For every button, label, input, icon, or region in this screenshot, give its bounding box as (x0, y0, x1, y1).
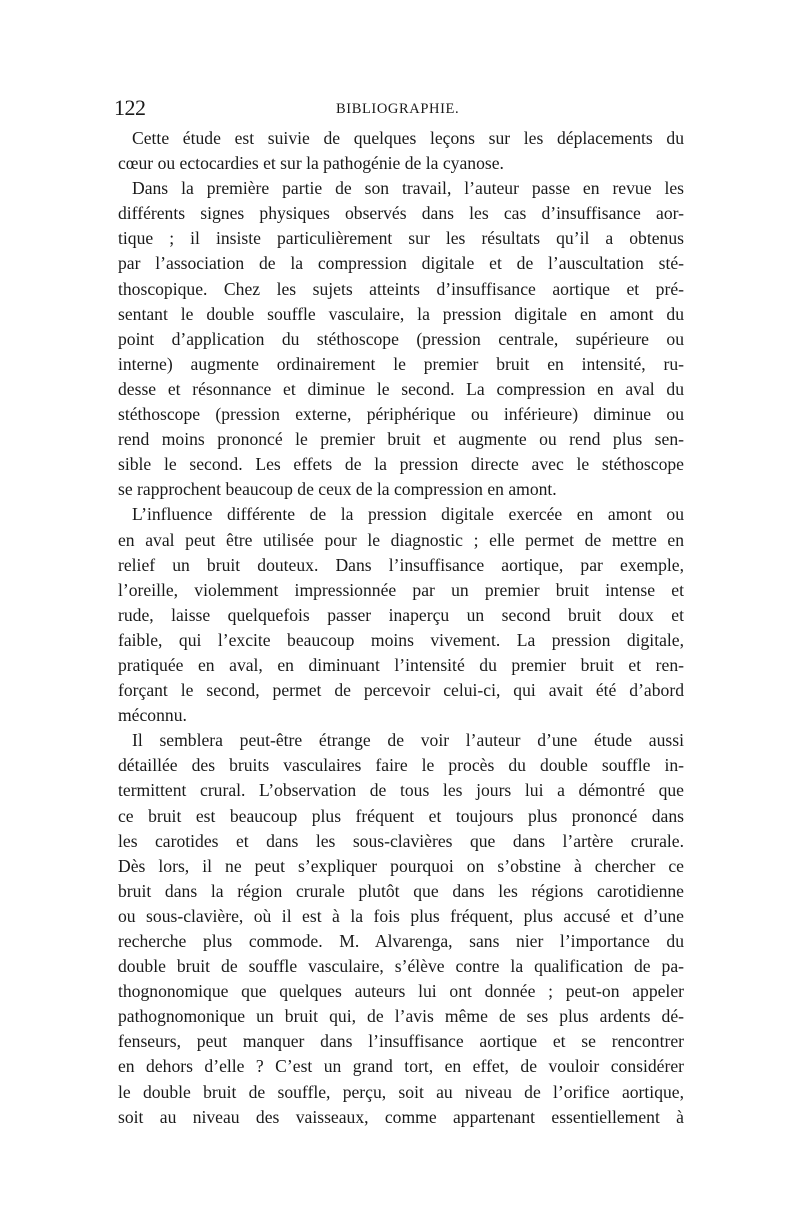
text-line: Dès lors, il ne peut s’expliquer pourquoi on s’obstine à chercher ce (118, 855, 684, 876)
paragraph (118, 176, 684, 502)
text-line: Cette étude est suivie de quelques leçons sur les déplacements du (132, 128, 684, 148)
text-line: desse et résonnance et diminue le second. La compression en aval du (118, 378, 684, 399)
text-line: ou sous-clavière, où il est à la fois plus fréquent, plus accusé et d’une (118, 905, 684, 926)
text-line: point d’application du stéthoscope (pression centrale, supérieure ou (118, 328, 684, 349)
text-line: Dans la première partie de son travail, l’auteur passe en revue les (132, 178, 684, 199)
text-line: recherche plus commode. M. Alvarenga, sans nier l’importance du (118, 931, 684, 951)
text-line: fenseurs, peut manquer dans l’insuffisance aortique et se rencontrer (118, 1031, 684, 1052)
text-line: les carotides et dans les sous-clavières que dans l’artère crurale. (118, 830, 684, 851)
text-line: pratiquée en aval, en diminuant l’intensité du premier bruit et ren- (118, 654, 684, 675)
text-line: par l’association de la compression digitale et de l’auscultation sté- (118, 253, 684, 274)
text-line: faible, qui l’excite beaucoup moins vivement. La pression digitale, (118, 629, 684, 650)
text-line: détaillée des bruits vasculaires faire le procès du double souffle in- (118, 755, 684, 776)
text-line: sible le second. Les effets de la pression directe avec le stéthoscope (118, 454, 684, 475)
text-line: rend moins prononcé le premier bruit et augmente ou rend plus sen- (118, 429, 684, 450)
text-line: tique ; il insiste particulièrement sur les résultats qu’il a obtenus (118, 228, 684, 249)
text-line: en aval peut être utilisée pour le diagnostic ; elle permet de mettre en (118, 529, 684, 550)
paragraph (118, 502, 684, 728)
text-line: cœur ou ectocardies et sur la pathogénie de la cyanose. (118, 153, 504, 174)
text-line: relief un bruit douteux. Dans l’insuffisance aortique, par exemple, (118, 554, 684, 575)
text-line: double bruit de souffle vasculaire, s’élève contre la qualification de pa- (118, 956, 684, 977)
text-line: L’influence différente de la pression digitale exercée en amont ou (132, 504, 684, 525)
body-text (118, 126, 684, 1130)
text-line: stéthoscope (pression externe, périphérique ou inférieure) diminue ou (118, 404, 684, 425)
paragraph (118, 728, 684, 1130)
text-line: l’oreille, violemment impressionnée par un premier bruit intense et (118, 579, 684, 600)
page-number: 122 (114, 95, 146, 120)
running-header (114, 96, 686, 120)
text-line: le double bruit de souffle, perçu, soit au niveau de l’orifice aortique, (118, 1081, 684, 1102)
text-line: méconnu. (118, 705, 187, 726)
text-line: ce bruit est beaucoup plus fréquent et toujours plus prononcé dans (118, 805, 684, 826)
text-line: forçant le second, permet de percevoir celui-ci, qui avait été d’abord (118, 680, 684, 701)
text-line: termittent crural. L’observation de tous les jours lui a démontré que (118, 780, 684, 801)
text-line: thoscopique. Chez les sujets atteints d’insuffisance aortique et pré- (118, 278, 684, 299)
text-line: soit au niveau des vaisseaux, comme appartenant essentiellement à (118, 1106, 684, 1127)
text-line: thognonomique que quelques auteurs lui ont donnée ; peut-on appeler (118, 981, 684, 1002)
running-title: BIBLIOGRAPHIE. (336, 101, 460, 117)
text-line: différents signes physiques observés dans les cas d’insuffisance aor- (118, 203, 684, 224)
paragraph (118, 126, 684, 176)
text-line: sentant le double souffle vasculaire, la pression digitale en amont du (118, 303, 684, 324)
text-line: se rapprochent beaucoup de ceux de la compression en amont. (118, 479, 557, 500)
text-line: en dehors d’elle ? C’est un grand tort, en effet, de vouloir considérer (118, 1056, 684, 1077)
text-line: rude, laisse quelquefois passer inaperçu un second bruit doux et (118, 604, 684, 625)
text-line: Il semblera peut-être étrange de voir l’auteur d’une étude aussi (132, 730, 684, 751)
text-line: bruit dans la région crurale plutôt que dans les régions carotidienne (118, 880, 684, 901)
text-line: interne) augmente ordinairement le premier bruit en intensité, ru- (118, 353, 684, 374)
text-line: pathognomonique un bruit qui, de l’avis même de ses plus ardents dé- (118, 1006, 684, 1027)
